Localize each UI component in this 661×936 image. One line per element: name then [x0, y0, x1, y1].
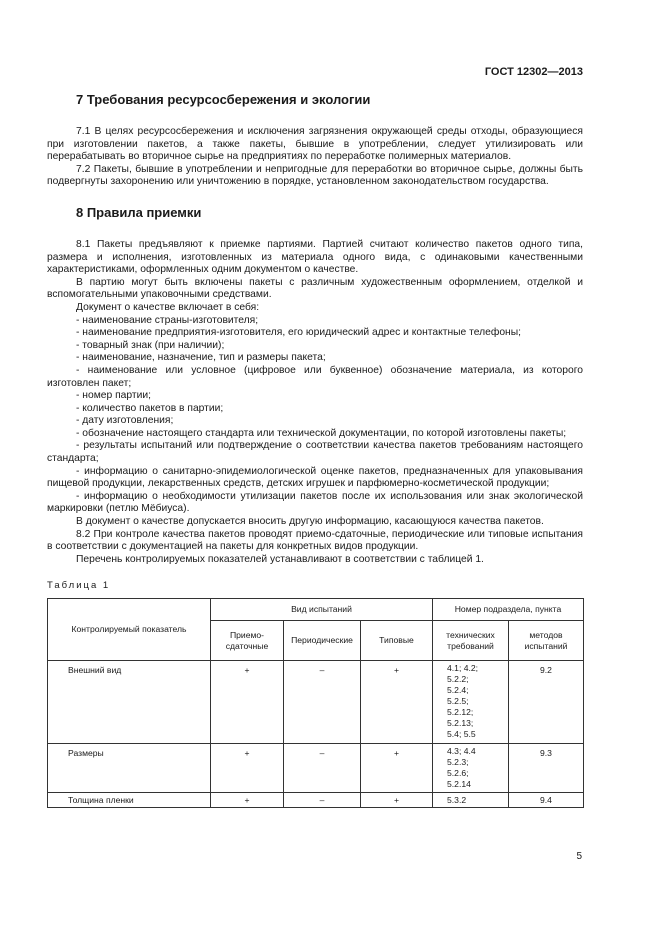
paragraph: Перечень контролируемых показателей устанавливают в соответствии с таблицей 1.: [76, 553, 484, 565]
paragraph-8-1: 8.1 Пакеты предъявляют к приемке партиями. Партией считают количество пакетов одного типа, размера и исполнения, изготовленных из материала одного вида, с одинаковыми качественными характеристиками, оформленных одним документом о качестве.: [47, 238, 583, 276]
cell-periodic: –: [284, 744, 361, 793]
cell-methods: 9.2: [509, 661, 584, 744]
list-item: - обозначение настоящего стандарта или технической документации, по которой изготовлены пакеты;: [76, 427, 567, 439]
cell-tech-req: 4.1; 4.2; 5.2.2; 5.2.4; 5.2.5; 5.2.12; 5.2.13; 5.4; 5.5: [433, 661, 509, 744]
list-item: - информацию о необходимости утилизации пакетов после их использования или знак экологической маркировки (петлю Мёбиуса).: [47, 490, 583, 515]
list-item: - номер партии;: [76, 390, 151, 402]
paragraph: В документ о качестве допускается вносить другую информацию, касающуюся качества пакетов.: [76, 516, 544, 528]
row-indicator: Размеры: [48, 744, 211, 793]
list-item: - результаты испытаний или подтверждение о соответствии качества пакетов требованиям настоящего стандарта;: [47, 440, 583, 465]
cell-methods: 9.4: [509, 793, 584, 808]
page-number: 5: [576, 851, 582, 862]
list-item: - количество пакетов в партии;: [76, 402, 224, 414]
row-indicator: Толщина пленки: [48, 793, 211, 808]
page-content: [47, 92, 583, 808]
list-item: - дату изготовления;: [76, 415, 174, 427]
cell-type: +: [361, 661, 433, 744]
list-item: - наименование страны-изготовителя;: [76, 314, 259, 326]
table-caption: Таблица 1: [47, 580, 111, 592]
table-row: [48, 744, 584, 793]
row-indicator: Внешний вид: [48, 661, 211, 744]
cell-periodic: –: [284, 661, 361, 744]
table-row: [48, 793, 584, 808]
header-methods: методов испытаний: [509, 621, 584, 661]
header-tech-req: технических требований: [433, 621, 509, 661]
cell-type: +: [361, 793, 433, 808]
paragraph-7-1: 7.1 В целях ресурсосбережения и исключения загрязнения окружающей среды отходы, образующиеся при изготовлении пакетов, а также пакеты, бывшие в употреблении, следует утилизировать или перерабатывать во вторичное сырье на предприятиях по переработке полимерных материалов.: [47, 126, 583, 163]
list-item: - наименование предприятия-изготовителя, его юридический адрес и контактные телефоны;: [76, 327, 521, 339]
header-indicator: Контролируемый показатель: [48, 599, 211, 661]
section-7-title: 7 Требования ресурсосбережения и экологии: [76, 92, 371, 107]
list-item: - наименование или условное (цифровое или буквенное) обозначение материала, из которого изготовлен пакет;: [47, 364, 583, 389]
list-item: - информацию о санитарно-эпидемиологической оценке пакетов, предназначенных для упаковывания пищевой продукции, лекарственных средств, детских игрушек и парфюмерно-косметической продукции;: [47, 465, 583, 490]
cell-type: +: [361, 744, 433, 793]
header-type-tests: Типовые: [361, 621, 433, 661]
header-acceptance: Приемо-сдаточные: [211, 621, 284, 661]
paragraph-8-2: 8.2 При контроле качества пакетов проводят приемо-сдаточные, периодические или типовые испытания в соответствии с документацией на пакеты для конкретных видов продукции.: [47, 528, 583, 553]
table-1: [47, 598, 584, 808]
paragraph: В партию могут быть включены пакеты с различным художественным оформлением, отделкой и вспомогательными упаковочными средствами.: [47, 276, 583, 301]
paragraph: Документ о качестве включает в себя:: [76, 301, 260, 313]
table-row: [48, 661, 584, 744]
document-code: ГОСТ 12302—2013: [484, 66, 583, 78]
cell-acceptance: +: [211, 744, 284, 793]
cell-acceptance: +: [211, 661, 284, 744]
cell-methods: 9.3: [509, 744, 584, 793]
cell-tech-req: 5.3.2: [433, 793, 509, 808]
paragraph-7-2: 7.2 Пакеты, бывшие в употреблении и непригодные для переработки во вторичное сырье, должны быть подвергнуты захоронению или уничтожению в порядке, установленном законодательством государства.: [47, 163, 583, 188]
section-8-title: 8 Правила приемки: [76, 204, 202, 220]
list-item: - наименование, назначение, тип и размеры пакета;: [76, 352, 326, 364]
list-item: - товарный знак (при наличии);: [76, 339, 225, 351]
cell-periodic: –: [284, 793, 361, 808]
header-test-types: Вид испытаний: [211, 599, 433, 621]
header-periodic: Периодические: [284, 621, 361, 661]
cell-tech-req: 4.3; 4.4 5.2.3; 5.2.6; 5.2.14: [433, 744, 509, 793]
header-subsection: Номер подраздела, пункта: [433, 599, 584, 621]
cell-acceptance: +: [211, 793, 284, 808]
